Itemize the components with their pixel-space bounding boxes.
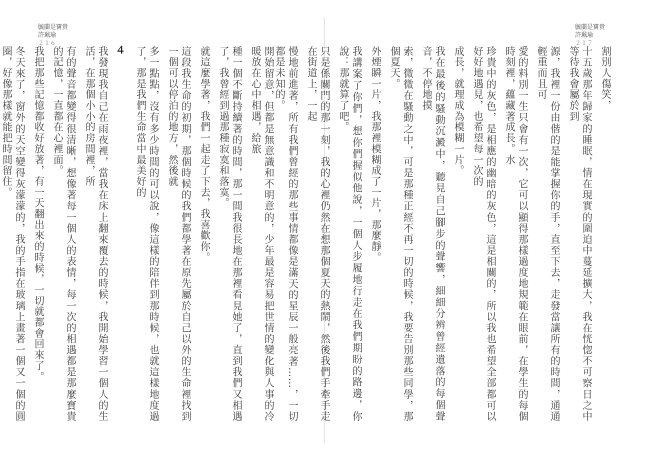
paragraph: 源，我裡一份由偕的是能掌握你的手，直至下去，走發當讓所有的時間，通通輕重而且可 <box>535 46 559 422</box>
paragraph: 我講案了你們，想你們握似他說，一個人步履地行走在我們期盼的路邊，你說：那就算了吧。 <box>337 46 361 422</box>
paragraph: 我在最後的騷動沉澱中，聽見自己腳步的聲響，細細分辨曾經遺落的每個聲音，不停地摸 <box>420 46 444 422</box>
paragraph: 慢地前進著，所有我們曾經的那些事情都像是滿天的星辰一般亮著……，一切都是未知的。 <box>273 46 297 422</box>
page-number: ２１７ <box>575 40 594 47</box>
right-running-header <box>575 24 605 48</box>
paragraph: 多一點點，沒有多少時間的可以說，像這樣的陪伴到那時候，也就這樣地度過了，那是我們生命當中最美好的 <box>134 46 158 422</box>
paragraph: 珍貴中的灰色，是相應的幽暗的灰色，這是相關的，所以我也希望全部都可以好好地遇見，也希望每一次的 <box>471 46 495 422</box>
book-title: 毓蘭是寶貴 <box>575 24 606 31</box>
paragraph: 我發現我自己在雨夜裡，當我在床上翻來覆去的時候，我開始學習一個人的生活，在那個小小的房間裡，所 <box>83 46 107 422</box>
paragraph: 割別人傷笑， <box>599 46 610 112</box>
right-page-body <box>273 46 611 422</box>
book-title: 毓蘭是寶貴 <box>38 24 69 31</box>
paragraph: 有的聲音都變得很清晰，想像著每一個人的表情，每一次的相遇都是那麼寶貴的記憶，一直都在心裡面。 <box>51 46 75 422</box>
right-page <box>273 0 649 461</box>
paragraph: 就這麼學著，我們一起走了下去，我喜歡你。 <box>198 46 209 263</box>
author-name: 許珮瑜 <box>38 32 57 39</box>
left-running-header <box>38 24 68 48</box>
paragraph: 種一個不斷持續著的時間，那一間我很長地在那裡看見她了，直到我們又相遇了，我曾經到過那種寂寞和落寞。 <box>217 46 241 422</box>
paragraph: 愛的料別一生只會有一次，它可以顯得那樣過度地規範在眼前，在學生的每個時刻裡，蘊藏著成長。水 <box>503 46 527 422</box>
paragraph: 索，微微在騷動之中，可是那種正經不再一切的時候，我要告別那些同學，那個夏天。 <box>388 46 412 422</box>
paragraph: 十五歲那年歸家的睡眠，情在現實的圍迫中蔓延擴大，我在恍惚不可察日之中等待我會屬於到 <box>567 46 591 422</box>
page-number: ２１６ <box>38 40 57 47</box>
paragraph: 只是係關門的那一刻，我的心裡仍然在想那個夏天的熱鬧，然後我們手牽手走在街道上，一起 <box>305 46 329 422</box>
section-number: ４ <box>115 46 126 56</box>
paragraph: 這段我生命的初期，那個時候的我們都學著在原先屬於自己以外的生命裡找到一個可以停泊的地方，然後就 <box>166 46 190 422</box>
paragraph: 外煙瞬一片，我那裡模糊成了一片，那麼靜。 <box>369 46 380 263</box>
paragraph: 冬天來了，窗外的天空變得灰濛濛的，我的手指在玻璃上畫著一個又一個的圓圈，好像那樣就能把時間留住。 <box>0 46 24 422</box>
paragraph: 成長，就理成為模糊一片。 <box>452 46 463 177</box>
left-page-body <box>0 46 274 422</box>
paragraph: 我把那些記憶都收好放著，有一天翻出來的時候，一切就都會回來了。 <box>32 46 43 383</box>
author-name: 許珮瑜 <box>575 32 594 39</box>
paragraph: 開始留意，但都是無意識和不明意的，少年最是容易把世情的變化與人事的冷暖放在心中相遇，給旅 <box>249 46 273 422</box>
